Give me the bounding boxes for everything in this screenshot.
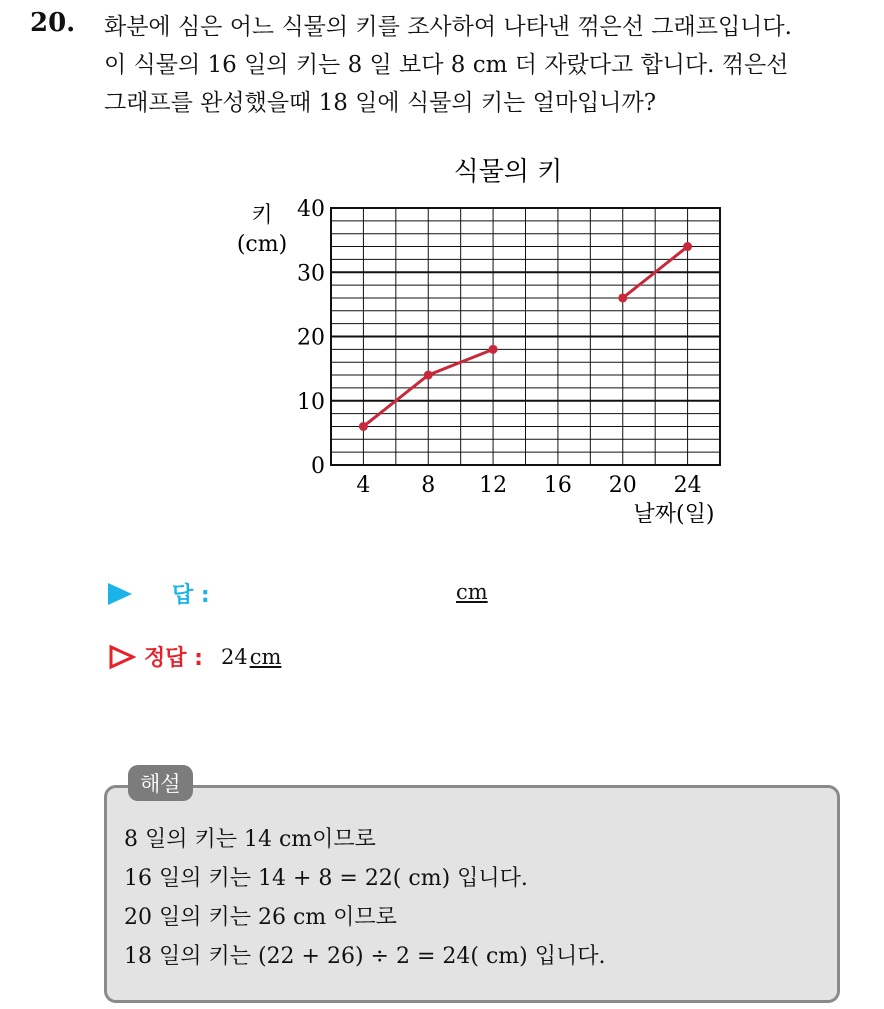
- y-tick-label: 20: [297, 325, 325, 351]
- x-tick-label: 20: [608, 473, 637, 498]
- y-tick-label: 30: [297, 261, 325, 287]
- play-triangle-icon: [108, 583, 132, 605]
- x-tick-label: 8: [421, 473, 436, 498]
- correct-answer-label: 정답 :: [144, 646, 203, 671]
- question-line: 화분에 심은 어느 식물의 키를 조사하여 나타낸 꺾은선 그래프입니다.: [104, 14, 792, 40]
- answer-unit: cm: [456, 580, 488, 604]
- y-axis-unit: (cm): [236, 232, 288, 257]
- question-line: 이 식물의 16 일의 키는 8 일 보다 8 cm 더 자랐다고 합니다. 꺾은선: [104, 52, 789, 78]
- x-tick-label: 4: [356, 473, 371, 498]
- y-tick-label: 0: [311, 454, 325, 479]
- explanation-line: 8 일의 키는 14 cm이므로: [124, 827, 376, 852]
- outline-triangle-icon: [108, 644, 136, 670]
- y-axis-label: 키: [251, 203, 273, 228]
- data-point: [359, 422, 368, 431]
- y-tick-label: 10: [297, 389, 325, 415]
- data-point: [683, 242, 692, 251]
- explanation-text: [124, 820, 605, 976]
- x-axis-label: 날짜(일): [633, 502, 715, 527]
- question-number: 20.: [30, 8, 76, 38]
- correct-answer-value: [221, 645, 281, 669]
- explanation-tag: 해설: [128, 765, 193, 801]
- data-point: [618, 293, 627, 302]
- answer-row: [108, 578, 210, 609]
- data-point: [424, 371, 433, 380]
- explanation-line: 16 일의 키는 14 + 8 = 22( cm) 입니다.: [124, 866, 528, 891]
- y-tick-label: 40: [297, 197, 325, 222]
- chart-tick-labels: [297, 197, 702, 498]
- x-tick-label: 16: [543, 473, 572, 498]
- correct-answer-row: [108, 641, 281, 672]
- chart-grid: [331, 208, 720, 465]
- explanation-line: 20 일의 키는 26 cm 이므로: [124, 905, 397, 930]
- answer-label: 답 :: [172, 583, 210, 608]
- correct-value: 24: [220, 644, 248, 669]
- data-point: [489, 345, 498, 354]
- x-tick-label: 24: [673, 473, 702, 498]
- explanation-line: 18 일의 키는 (22 + 26) ÷ 2 = 24( cm) 입니다.: [124, 944, 606, 969]
- correct-unit: cm: [249, 644, 282, 669]
- question-line: 그래프를 완성했을때 18 일에 식물의 키는 얼마입니까?: [104, 90, 657, 116]
- chart-title: 식물의 키: [453, 157, 563, 187]
- x-tick-label: 12: [479, 473, 508, 498]
